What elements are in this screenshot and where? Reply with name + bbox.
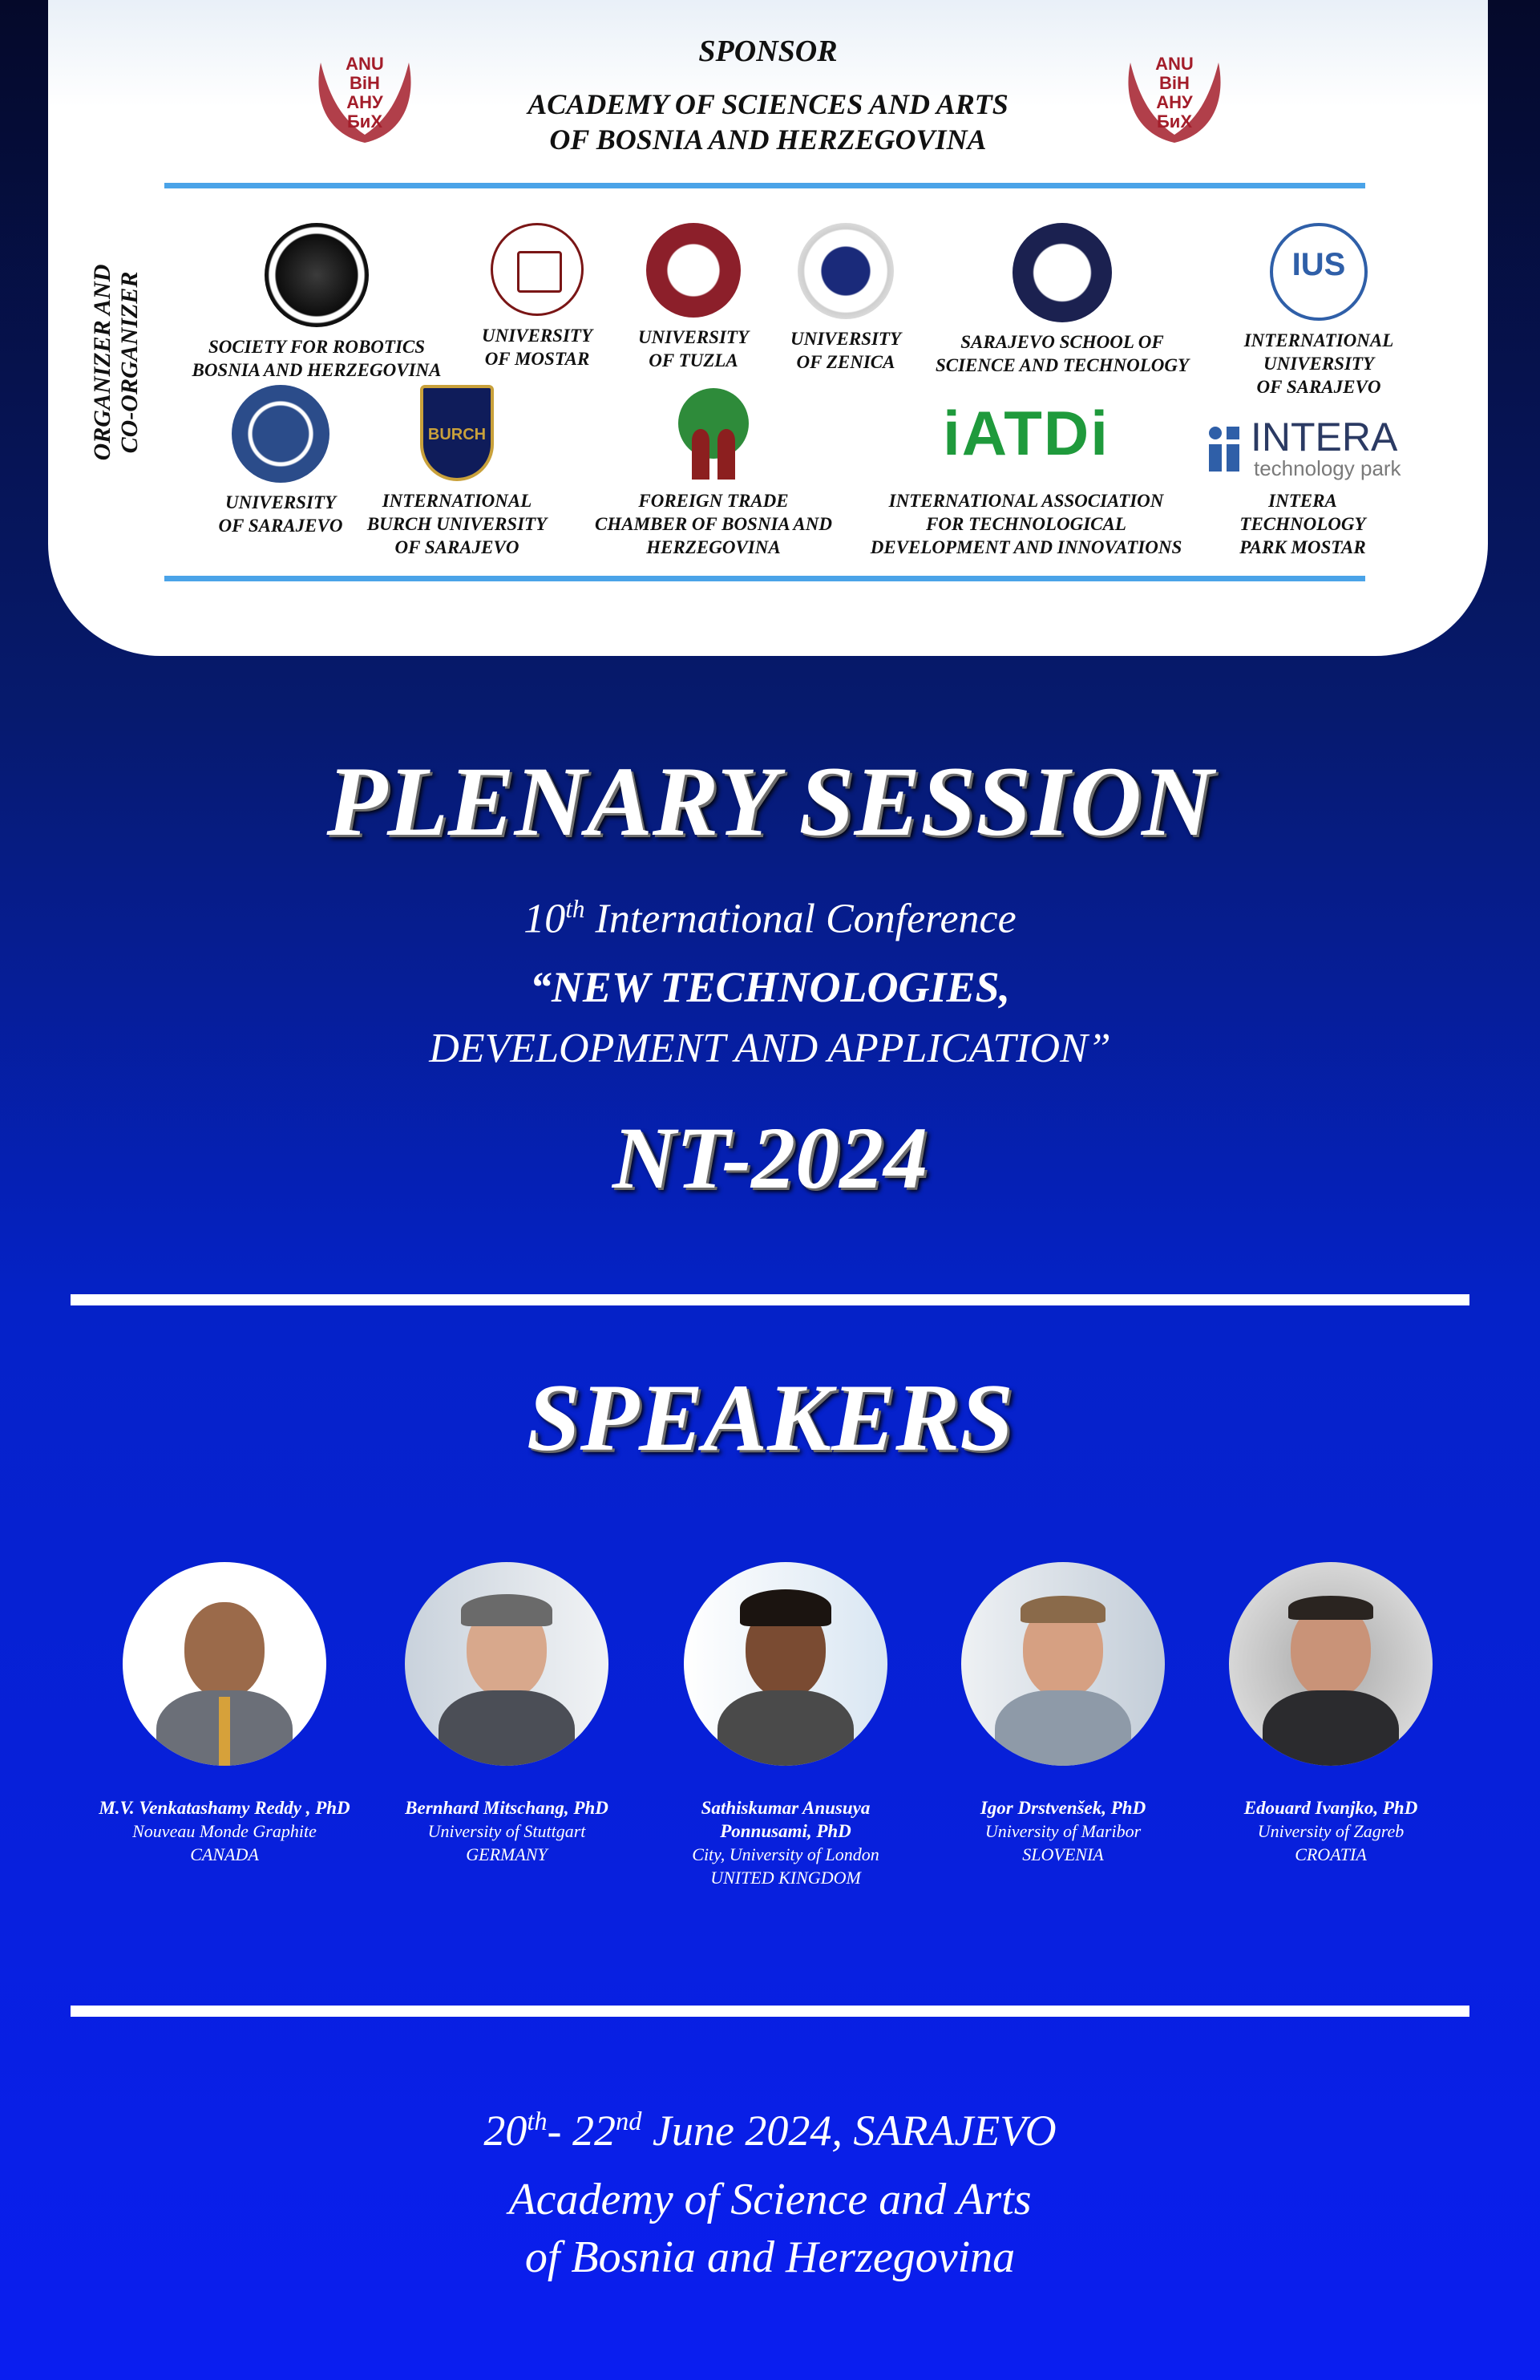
sponsor-name xyxy=(48,87,1488,157)
anu-logo-text: ANU BiH АНУ БиХ xyxy=(346,54,384,132)
org-ssst xyxy=(914,223,1211,377)
org-intera xyxy=(1170,385,1435,559)
edition-rest: International Conference xyxy=(584,896,1017,942)
org-university-mostar xyxy=(465,223,609,370)
speaker-name: Sathiskumar Anusuya Ponnusami, PhD xyxy=(701,1798,871,1841)
speaker-card xyxy=(1186,1562,1475,1866)
divider-top xyxy=(164,183,1365,188)
rule-bottom xyxy=(71,2006,1469,2017)
university-mostar-seal-icon xyxy=(491,223,584,316)
org-label: UNIVERSITY OF MOSTAR xyxy=(481,326,593,369)
date-rest: June 2024, SARAJEVO xyxy=(641,2107,1057,2155)
university-tuzla-seal-icon xyxy=(646,223,741,318)
speaker-affiliation: University of Zagreb xyxy=(1257,1821,1405,1841)
theme-line2: DEVELOPMENT AND APPLICATION” xyxy=(429,1026,1111,1071)
speaker-affiliation: University of Stuttgart xyxy=(427,1821,586,1841)
speaker-photo xyxy=(1229,1562,1433,1766)
speaker-country: UNITED KINGDOM xyxy=(710,1868,861,1888)
speaker-affiliation: City, University of London xyxy=(692,1844,879,1864)
intera-wordmark-icon xyxy=(1170,385,1435,481)
speaker-card xyxy=(641,1562,930,1889)
edition-number: 10 xyxy=(523,896,566,942)
speaker-country: SLOVENIA xyxy=(1022,1844,1104,1864)
burch-shield-icon xyxy=(420,385,494,481)
date-end-suffix: nd xyxy=(616,2107,642,2136)
speaker-name: M.V. Venkatashamy Reddy , PhD xyxy=(99,1798,350,1818)
ssst-seal-icon xyxy=(1013,223,1112,322)
divider-bottom xyxy=(164,576,1365,581)
date-separator: - 22 xyxy=(547,2107,616,2155)
edition-suffix: th xyxy=(565,895,585,923)
theme-line1: “NEW TECHNOLOGIES, xyxy=(529,963,1011,1011)
org-university-tuzla xyxy=(621,223,766,372)
intera-grid-icon xyxy=(1209,427,1257,475)
speaker-photo xyxy=(684,1562,887,1766)
intera-logo-subtext: technology park xyxy=(1254,456,1401,480)
date-start: 20 xyxy=(483,2107,527,2155)
speaker-photo xyxy=(123,1562,326,1766)
org-label: INTERNATIONAL ASSOCIATION FOR TECHNOLOGICAL DEVELOPMENT AND INNOVATIONS xyxy=(870,491,1182,557)
university-zenica-seal-icon xyxy=(798,223,894,319)
date-start-suffix: th xyxy=(527,2107,548,2136)
speaker-name: Edouard Ivanjko, PhD xyxy=(1243,1798,1418,1818)
rule-top xyxy=(71,1294,1469,1305)
organizer-label-line2: CO-ORGANIZER xyxy=(116,271,143,454)
org-label: INTERNATIONAL UNIVERSITY OF SARAJEVO xyxy=(1243,330,1394,397)
org-label: INTERNATIONAL BURCH UNIVERSITY OF SARAJEVO xyxy=(366,491,548,557)
conference-code: NT-2024 xyxy=(612,1109,928,1207)
org-foreign-trade-chamber xyxy=(569,385,858,559)
speaker-photo xyxy=(961,1562,1165,1766)
speaker-country: CROATIA xyxy=(1295,1844,1367,1864)
robotics-society-seal-icon xyxy=(265,223,369,327)
speaker-affiliation: University of Maribor xyxy=(984,1821,1142,1841)
org-university-sarajevo xyxy=(184,385,377,537)
sponsor-title: SPONSOR xyxy=(698,34,838,68)
venue-line1: Academy of Science and Arts xyxy=(508,2175,1032,2224)
speaker-country: GERMANY xyxy=(466,1844,548,1864)
iatdi-wordmark-icon: iATDi xyxy=(943,398,1110,468)
venue-line2: of Bosnia and Herzegovina xyxy=(524,2232,1016,2282)
speaker-affiliation: Nouveau Monde Graphite xyxy=(132,1821,317,1841)
organizer-label-line1: ORGANIZER AND xyxy=(89,264,115,461)
university-sarajevo-seal-icon xyxy=(232,385,329,483)
org-label: UNIVERSITY OF TUZLA xyxy=(637,327,750,370)
org-university-zenica xyxy=(774,223,918,374)
ius-logo-text: IUS xyxy=(1291,247,1346,282)
organizer-vertical-label xyxy=(89,207,143,512)
speaker-name: Bernhard Mitschang, PhD xyxy=(405,1798,608,1818)
intera-logo-text: INTERA xyxy=(1251,415,1398,459)
org-label: SOCIETY FOR ROBOTICS BOSNIA AND HERZEGOVINA xyxy=(192,337,442,380)
partners-panel xyxy=(48,0,1488,656)
sponsor-name-line2: OF BOSNIA AND HERZEGOVINA xyxy=(549,123,987,156)
burch-logo-text: BURCH xyxy=(427,426,487,443)
org-burch-university xyxy=(357,385,557,559)
event-date xyxy=(0,2096,1540,2156)
speaker-country: CANADA xyxy=(190,1844,259,1864)
org-label: UNIVERSITY OF ZENICA xyxy=(790,329,902,372)
speakers-title: SPEAKERS xyxy=(527,1364,1013,1471)
org-label: FOREIGN TRADE CHAMBER OF BOSNIA AND HERZEGOVINA xyxy=(595,491,832,557)
ius-seal-icon xyxy=(1270,223,1368,321)
org-iatdi xyxy=(850,385,1202,559)
anu-logo-text: ANU BiH АНУ БиХ xyxy=(1155,54,1194,132)
trade-chamber-tree-icon xyxy=(669,385,758,481)
sponsor-name-line1: ACADEMY OF SCIENCES AND ARTS xyxy=(527,88,1008,120)
speaker-name: Igor Drstvenšek, PhD xyxy=(980,1798,1146,1818)
speaker-card xyxy=(80,1562,369,1866)
org-label: INTERA TECHNOLOGY PARK MOSTAR xyxy=(1239,491,1366,557)
org-robotics-society xyxy=(184,223,449,382)
org-label: UNIVERSITY OF SARAJEVO xyxy=(218,492,343,536)
speaker-card xyxy=(919,1562,1207,1866)
org-label: SARAJEVO SCHOOL OF SCIENCE AND TECHNOLOGY xyxy=(935,332,1190,375)
conference-edition xyxy=(0,885,1540,943)
plenary-session-title: PLENARY SESSION xyxy=(326,747,1214,856)
speaker-card xyxy=(362,1562,651,1866)
org-ius xyxy=(1202,223,1435,399)
speaker-photo xyxy=(405,1562,608,1766)
